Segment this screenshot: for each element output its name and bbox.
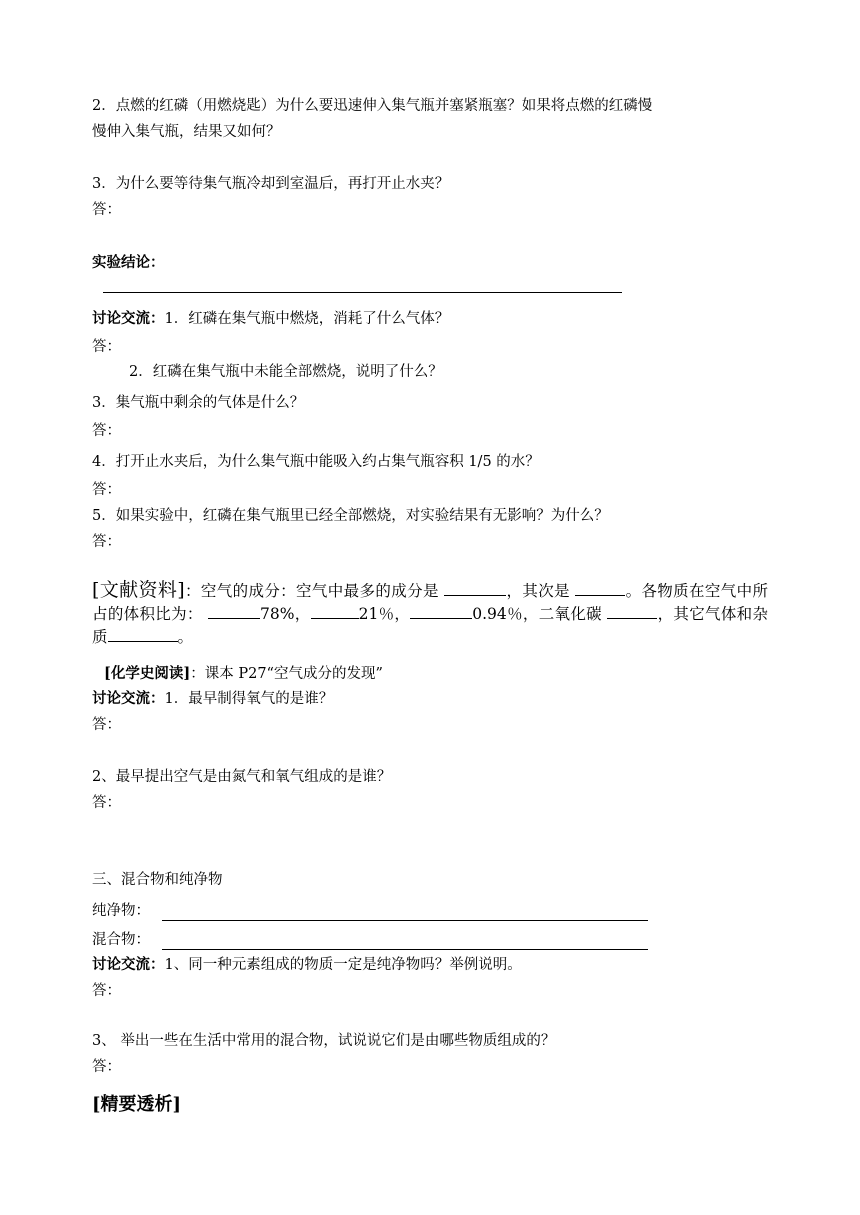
- discussion-1-q1-text: 1．红磷在集气瓶中燃烧，消耗了什么气体？: [164, 311, 450, 327]
- discussion-2-q1: 讨论交流：1．最早制得氧气的是谁？: [92, 690, 334, 707]
- section-3-a3: 答：: [92, 1059, 121, 1075]
- discussion-1-a5: 答：: [92, 534, 121, 550]
- question-2-line-1: 2．点燃的红磷（用燃烧匙）为什么要迅速伸入集气瓶并塞紧瓶塞？如果将点燃的红磷慢: [92, 98, 653, 114]
- history-reading: [化学史阅读]：课本 P27“空气成分的发现”: [104, 665, 383, 682]
- discussion-1-q5: 5．如果实验中，红磷在集气瓶里已经全部燃烧，对实验结果有无影响？为什么？: [92, 508, 609, 524]
- question-3: 3．为什么要等待集气瓶冷却到室温后，再打开止水夹？: [92, 176, 450, 192]
- discussion-1-a1: 答：: [92, 339, 121, 355]
- discussion-1-a3: 答：: [92, 423, 121, 439]
- conclusion-blank-line: [103, 292, 622, 293]
- discussion-1-q2: 2．红磷在集气瓶中未能全部燃烧，说明了什么？: [129, 364, 443, 380]
- section-3-q3: 3、 举出一些在生活中常用的混合物，试说说它们是由哪些物质组成的？: [92, 1033, 556, 1049]
- pure-substance-blank-line: [162, 920, 648, 921]
- discussion-1-q1: [92, 309, 449, 329]
- literature-label: [文献资料]: [92, 579, 185, 601]
- discussion-1-q3: 3．集气瓶中剩余的气体是什么？: [92, 395, 305, 411]
- blank-most-abundant: [444, 581, 506, 596]
- conclusion-label: 实验结论：: [92, 254, 165, 271]
- literature-paragraph: [文献资料]：空气的成分：空气中最多的成分是 ，其次是 。各物质在空气中所占的体积比为： 78%， 21％， 0.94％，二氧化碳 ，其它气体和杂质 。: [92, 579, 768, 646]
- discussion-2-a1: 答：: [92, 717, 121, 733]
- section-3-discussion-answer: 答：: [92, 983, 121, 999]
- discussion-2-q2: 2、最早提出空气是由氮气和氧气组成的是谁？: [92, 769, 392, 785]
- blank-nitrogen: [208, 604, 260, 619]
- blank-oxygen: [311, 604, 359, 619]
- blank-noble-gas: [410, 604, 472, 619]
- discussion-1-a4: 答：: [92, 482, 121, 498]
- discussion-1-q4: 4．打开止水夹后，为什么集气瓶中能吸入约占集气瓶容积 1/5 的水？: [92, 454, 540, 470]
- discussion-label: 讨论交流：: [92, 310, 165, 327]
- section-3-title: 三、混合物和纯净物: [92, 872, 223, 888]
- section-3-discussion-label: 讨论交流：: [92, 956, 165, 973]
- section-3-discussion: 讨论交流：1、同一种元素组成的物质一定是纯净物吗？举例说明。: [92, 956, 522, 973]
- question-2-line-2: 慢伸入集气瓶，结果又如何？: [92, 124, 281, 140]
- answer-3: 答：: [92, 202, 121, 218]
- blank-other: [108, 627, 178, 642]
- discussion-2-label: 讨论交流：: [92, 690, 165, 707]
- blank-co2: [607, 604, 657, 619]
- mixture-blank-line: [162, 949, 648, 950]
- analysis-heading: [精要透析]: [92, 1094, 182, 1115]
- blank-second: [575, 581, 625, 596]
- pure-substance-label: 纯净物：: [92, 903, 150, 919]
- discussion-2-a2: 答：: [92, 795, 121, 811]
- mixture-label: 混合物：: [92, 932, 150, 948]
- history-label: [化学史阅读]: [104, 665, 191, 682]
